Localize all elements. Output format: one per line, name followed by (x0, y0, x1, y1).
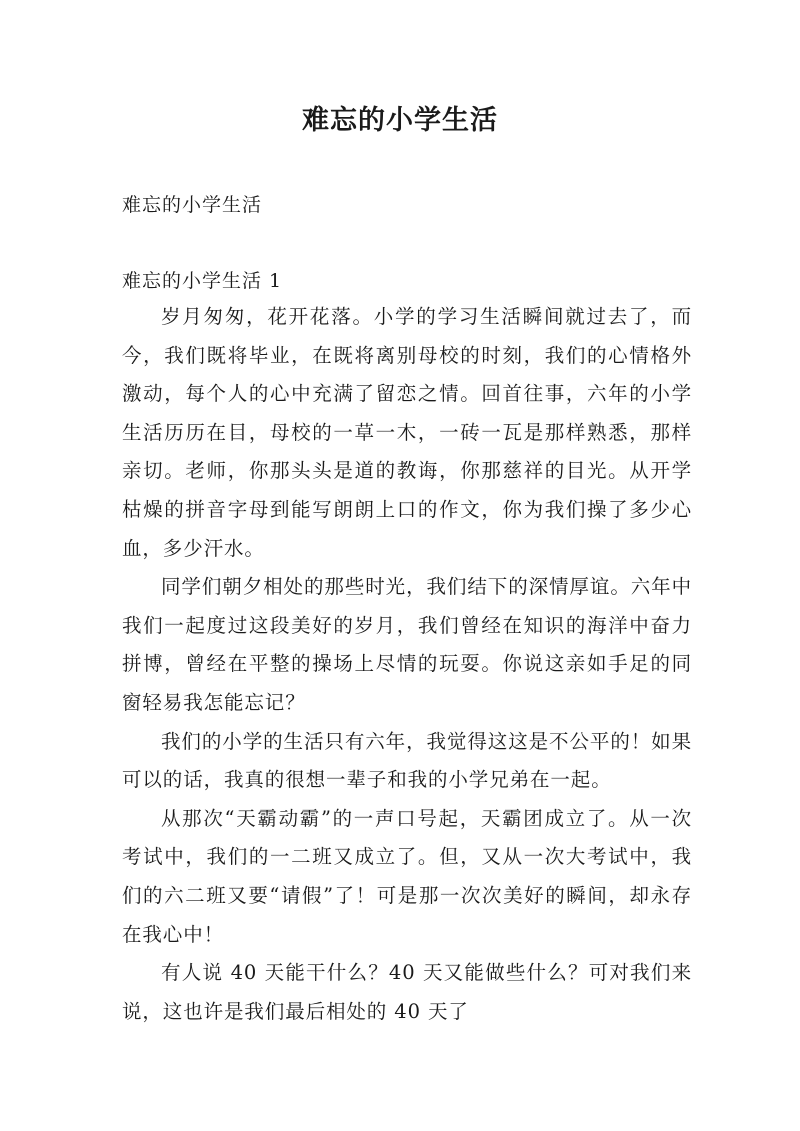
section-heading: 难忘的小学生活 1 (122, 270, 283, 292)
paragraph: 有人说 40 天能干什么？40 天又能做些什么？可对我们来说，这也许是我们最后相处的 40 天了 (122, 961, 692, 1023)
paragraph: 从那次“天霸动霸”的一声口号起，天霸团成立了。从一次考试中，我们的一二班又成立了。但，又从一次大考试中，我们的六二班又要“请假”了！可是那一次次美好的瞬间，却永存在我心中！ (122, 806, 692, 946)
body-text (122, 298, 692, 1031)
paragraph: 我们的小学的生活只有六年，我觉得这这是不公平的！如果可以的话，我真的很想一辈子和我的小学兄弟在一起。 (122, 729, 692, 792)
paragraph: 同学们朝夕相处的那些时光，我们结下的深情厚谊。六年中我们一起度过这段美好的岁月，我们曾经在知识的海洋中奋力拼博，曾经在平整的操场上尽情的玩耍。你说这亲如手足的同窗轻易我怎能忘记？ (122, 575, 692, 714)
document-title: 难忘的小学生活 (302, 105, 498, 136)
document-subtitle: 难忘的小学生活 (122, 194, 263, 216)
paragraph: 岁月匆匆，花开花落。小学的学习生活瞬间就过去了，而今，我们既将毕业，在既将离别母校的时刻，我们的心情格外激动，每个人的心中充满了留恋之情。回首往事，六年的小学生活历历在目，母校的一草一木，一砖一瓦是那样熟悉，那样亲切。老师，你那头头是道的教诲，你那慈祥的目光。从开学枯燥的拼音字母到能写朗朗上口的作文，你为我们操了多少心血，多少汗水。 (122, 305, 692, 560)
